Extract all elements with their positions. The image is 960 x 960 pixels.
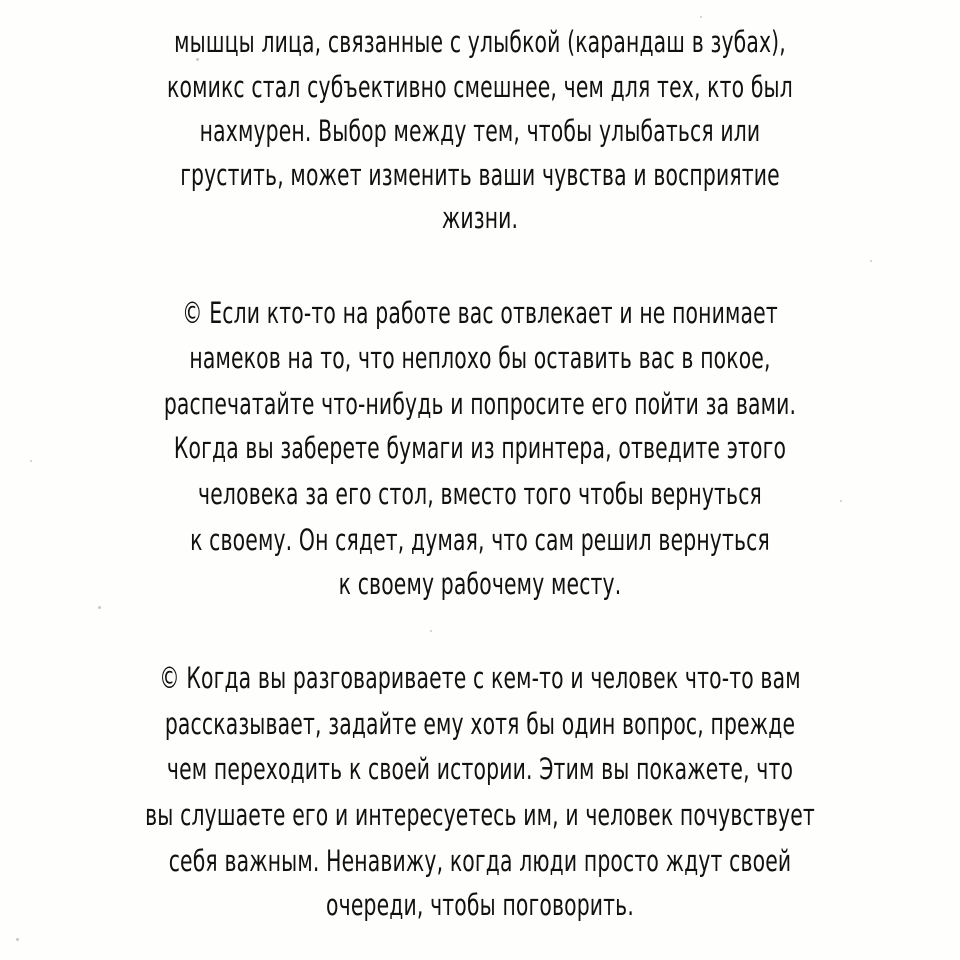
paragraph-1-line-3: нахмурен. Выбор между тем, чтобы улыбаться или <box>199 114 761 148</box>
paragraph-1-line-1: мышцы лица, связанные с улыбкой (карандаш в зубах), <box>174 25 786 59</box>
paper-speck <box>16 938 19 941</box>
paper-speck <box>430 630 432 632</box>
paper-speck <box>700 16 702 18</box>
paragraph-3-line-4: вы слушаете его и интересуетесь им, и человек почувствует <box>145 798 815 832</box>
paragraph-2-line-5: человека за его стол, вместо того чтобы вернуться <box>198 477 762 511</box>
paragraph-1-line-4: грустить, может изменить ваши чувства и восприятие <box>180 158 780 192</box>
paper-speck <box>870 260 872 262</box>
paragraph-2-line-1: © Если кто-то на работе вас отвлекает и не понимает <box>182 296 778 330</box>
paper-speck <box>98 606 101 609</box>
paper-speck <box>30 460 32 462</box>
paragraph-2-line-3: распечатайте что-нибудь и попросите его пойти за вами. <box>163 387 797 421</box>
paragraph-2-line-7: к своему рабочему месту. <box>338 567 622 601</box>
paragraph-2-line-2: намеков на то, что неплохо бы оставить вас в покое, <box>189 341 771 375</box>
paragraph-3-line-5: себя важным. Ненавижу, когда люди просто ждут своей <box>168 844 792 878</box>
paragraph-2-line-6: к своему. Он сядет, думая, что сам решил вернуться <box>190 523 770 557</box>
paragraph-3-line-6: очереди, чтобы поговорить. <box>326 888 634 922</box>
paragraph-1-line-5: жизни. <box>441 201 519 235</box>
paragraph-3-line-2: рассказывает, задайте ему хотя бы один вопрос, прежде <box>164 707 796 741</box>
paragraph-3-line-1: © Когда вы разговариваете с кем-то и человек что-то вам <box>159 661 801 695</box>
paragraph-1-line-2: комикс стал субъективно смешнее, чем для тех, кто был <box>167 70 793 104</box>
paragraph-2-line-4: Когда вы заберете бумаги из принтера, отведите этого <box>173 431 787 465</box>
paragraph-3-line-3: чем переходить к своей истории. Этим вы покажете, что <box>166 752 794 786</box>
